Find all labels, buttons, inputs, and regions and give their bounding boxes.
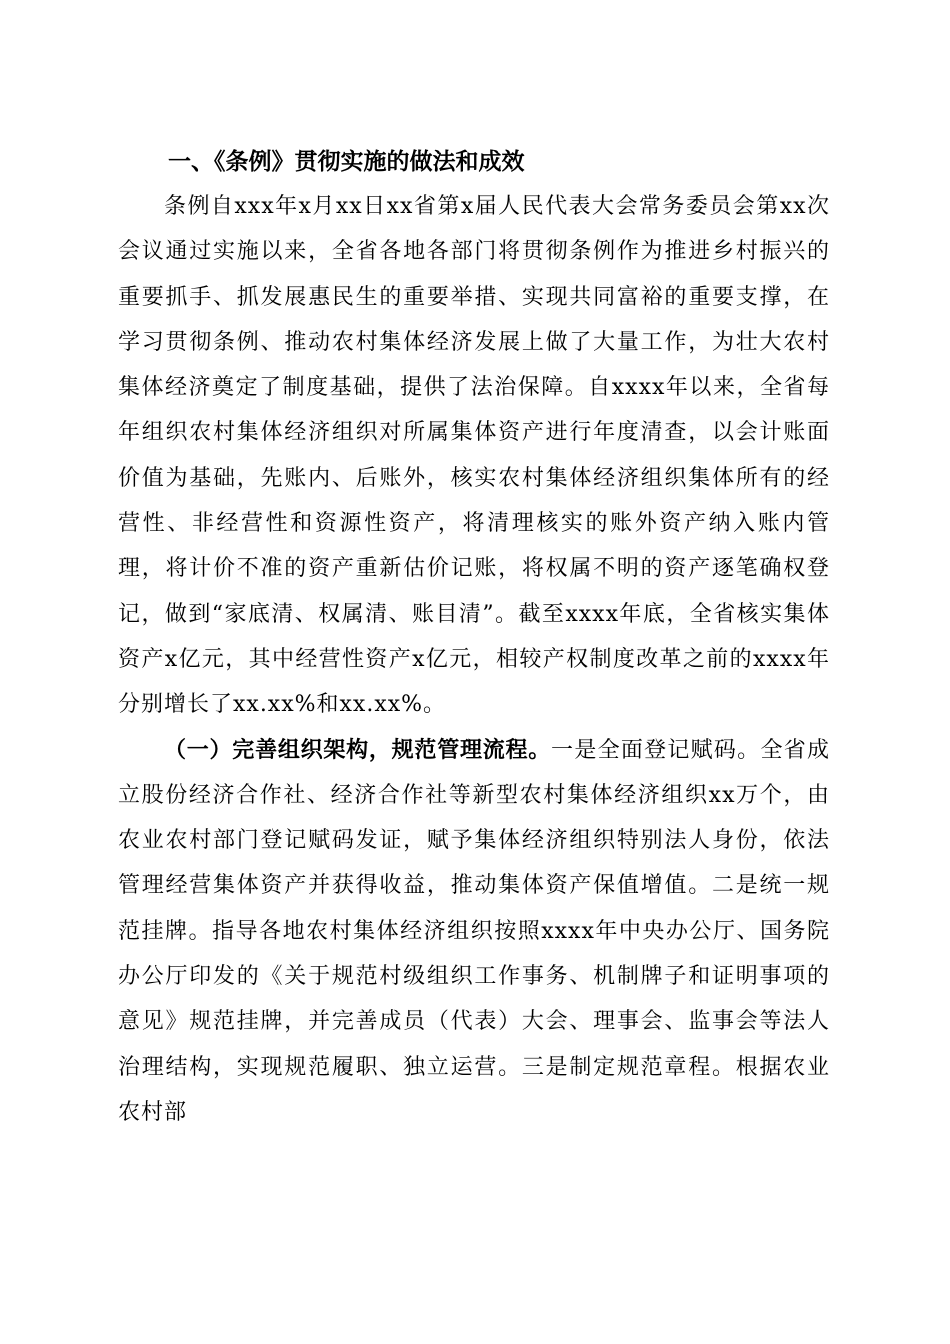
subsection-body: 一是全面登记赋码。全省成立股份经济合作社、经济合作社等新型农村集体经济组织xx万个，由农业农村部门登记赋码发证，赋予集体经济组织特别法人身份，依法管理经营集体资产并获得收益，推动集体资产保值增值。二是统一规范挂牌。指导各地农村集体经济组织按照xxxx年中央办公厅、国务院办公厅印发的《关于规范村级组织工作事务、机制牌子和证明事项的意见》规范挂牌，并完善成员（代表）大会、理事会、监事会等法人治理结构，实现规范履职、独立运营。三是制定规范章程。根据农业农村部	[118, 737, 830, 1125]
section-heading: 一、《条例》贯彻实施的做法和成效	[168, 149, 525, 175]
paragraph-implementation-summary: 条例自xxx年x月xx日xx省第x届人民代表大会常务委员会第xx次会议通过实施以来，全省各地各部门将贯彻条例作为推进乡村振兴的重要抓手、抓发展惠民生的重要举措、实现共同富裕的重要支撑，在学习贯彻条例、推动农村集体经济发展上做了大量工作，为壮大农村集体经济奠定了制度基础，提供了法治保障。自xxxx年以来，全省每年组织农村集体经济组织对所属集体资产进行年度清查，以会计账面价值为基础，先账内、后账外，核实农村集体经济组织集体所有的经营性、非经营性和资源性资产，将清理核实的账外资产纳入账内管理，将计价不准的资产重新估价记账，将权属不明的资产逐笔确权登记，做到“家底清、权属清、账目清”。截至xxxx年底，全省核实集体资产x亿元，其中经营性资产x亿元，相较产权制度改革之前的xxxx年分别增长了xx.xx%和xx.xx%。	[118, 194, 830, 718]
subsection-lead: （一）完善组织架构，规范管理流程。	[164, 737, 552, 763]
document-body	[118, 140, 830, 1135]
paragraph-organization-structure	[118, 728, 830, 1136]
